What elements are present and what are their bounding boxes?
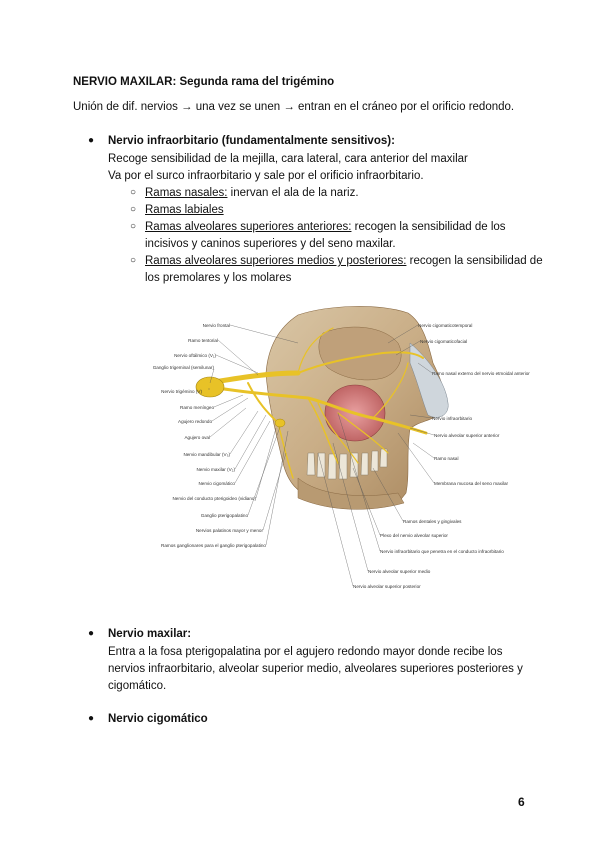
figure-label: Agujero redondo	[178, 419, 212, 424]
figure-label: Plexo del nervio alveolar superior	[380, 533, 448, 538]
sub-item-text: recogen la sensibilidad de	[406, 255, 543, 267]
sub-item-term: Ramas alveolares superiores anteriores:	[145, 221, 352, 233]
maxillary-nerve-anatomy-figure	[148, 303, 530, 603]
body-line: Va por el surco infraorbitario y sale por el orificio infraorbitario.	[108, 170, 424, 182]
sub-item-term: Ramas labiales	[145, 204, 224, 216]
circle-bullet-icon: ○	[130, 187, 137, 198]
figure-label: Nervio maxilar (V₂)	[196, 467, 235, 472]
figure-label: Ganglio trigeminal (semilunar)	[152, 365, 214, 370]
body-line: nervios infraorbitario, alveolar superior medio, alveolares superiores posteriores y	[108, 663, 523, 675]
figure-label: Ramos ganglionares para el ganglio pterigopalatino	[161, 543, 266, 548]
bullet-heading: Nervio infraorbitario (fundamentalmente sensitivos):	[108, 135, 395, 147]
bullet-dot: ●	[88, 628, 95, 639]
page-number: 6	[518, 795, 525, 809]
document-page: NERVIO MAXILAR: Segunda rama del trigémino Unión de dif. nervios → una vez se unen → entran en el cráneo por el orificio redondo. ● Nervio infraorbitario (fundamentalmente sensitivos): Recoge sensibilidad de la mejilla, cara lateral, cara anterior del maxilar Va por el surco infraorbitario y sale por el orificio infraorbitario. ○ Ramas nasales: inervan el ala de la nariz. ○ Ramas labiales ○ Ramas alveolares superiores anteriores: recogen la sensibilidad de los incisivos y caninos superiores y del seno maxilar. ○ Ramas alveolares superiores medios y posteriores: recogen la sensibilidad de los premolares y los molares Nervio frontal Ramo tentorial Nervio oftálmico (V₁) Ganglio trigeminal (semilunar) Nervio trigémino (V) Ramo meníngeo Agujero redondo Agujero oval Nervio mandibular (V₃) Nervio maxilar (V₂) Nervio cigomático Nervio del conducto pterigoideo (vidiano) Ganglio pterigopalatino Nervios palatinos mayor y menor Ramos ganglionares para el ganglio pterigopalatino Nervio cigomaticotemporal Nervio cigomaticofacial Ramo nasal externo del nervio etmoidal anterior Nervio infraorbitario Nervio alveolar superior anterior Ramo nasal Membrana mucosa del seno maxilar Ramos dentales y gingivales Plexo del nervio alveolar superior Nervio infraorbitario que penetra en el conducto infraorbitario Nervio alveolar superior medio Nervio alveolar superior posterior ● Nervio maxilar: Entra a la fosa pterigopalatina por el agujero redondo mayor donde recibe los nervios infraorbitario, alveolar superior medio, alveolares superiores posteriores y cigomático. ● Nervio cigomático 6	[73, 76, 543, 809]
figure-label: Ramos dentales y gingivales	[403, 519, 462, 524]
figure-label: Nervio mandibular (V₃)	[183, 452, 230, 457]
figure-label: Nervio alveolar superior anterior	[434, 433, 500, 438]
pterigopalatine-ganglion	[275, 419, 285, 427]
figure-label: Nervio alveolar superior posterior	[353, 584, 421, 589]
figure-label: Nervio infraorbitario	[432, 416, 473, 421]
left-labels	[153, 323, 267, 548]
bullet-heading: Nervio maxilar:	[108, 628, 192, 640]
circle-bullet-icon: ○	[130, 255, 137, 266]
sub-item-term: Ramas nasales:	[145, 187, 228, 199]
figure-label: Nervio trigémino (V)	[161, 389, 202, 394]
body-line: cigomático.	[108, 680, 167, 692]
figure-label: Ramo meníngeo	[180, 405, 214, 410]
figure-label: Membrana mucosa del seno maxilar	[434, 481, 509, 486]
circle-bullet-icon: ○	[130, 221, 137, 232]
circle-bullet-icon: ○	[130, 204, 137, 215]
bullet-dot: ●	[88, 713, 95, 724]
figure-label: Ganglio pterigopalatino	[200, 513, 248, 518]
figure-label: Nervio del conducto pterigoideo (vidiano)	[172, 496, 256, 501]
figure-label: Agujero oval	[184, 435, 210, 440]
bullet-heading: Nervio cigomático	[108, 713, 208, 725]
figure-label: Nervio alveolar superior medio	[368, 569, 431, 574]
body-line: Recoge sensibilidad de la mejilla, cara lateral, cara anterior del maxilar	[108, 153, 468, 165]
figure-label: Nervio oftálmico (V₁)	[174, 353, 216, 358]
figure-label: Ramo nasal externo del nervio etmoidal anterior	[432, 371, 530, 376]
figure-label: Nervio cigomático	[198, 481, 235, 486]
figure-label: Nervios palatinos mayor y menor	[195, 528, 263, 533]
figure-label: Nervio infraorbitario que penetra en el conducto infraorbitario	[380, 549, 504, 554]
figure-label: Ramo tentorial	[188, 338, 218, 343]
figure-label: Nervio frontal	[202, 323, 230, 328]
figure-label: Nervio cigomaticofacial	[420, 339, 468, 344]
figure-label: Nervio cigomaticotemporal	[418, 323, 473, 328]
sub-item-text: recogen la sensibilidad de los	[351, 221, 506, 233]
page-title: NERVIO MAXILAR: Segunda rama del trigémino	[73, 76, 335, 88]
sub-item-term: Ramas alveolares superiores medios y posteriores:	[145, 255, 407, 267]
figure-label: Ramo nasal	[434, 456, 459, 461]
bullet-dot: ●	[88, 135, 95, 146]
sub-item-text: inervan el ala de la nariz.	[227, 187, 359, 199]
intro-text: Unión de dif. nervios → una vez se unen → entran en el cráneo por el orificio redondo.	[73, 101, 515, 113]
trigeminal-ganglion	[196, 377, 224, 397]
body-line: Entra a la fosa pterigopalatina por el agujero redondo mayor donde recibe los	[108, 646, 503, 658]
